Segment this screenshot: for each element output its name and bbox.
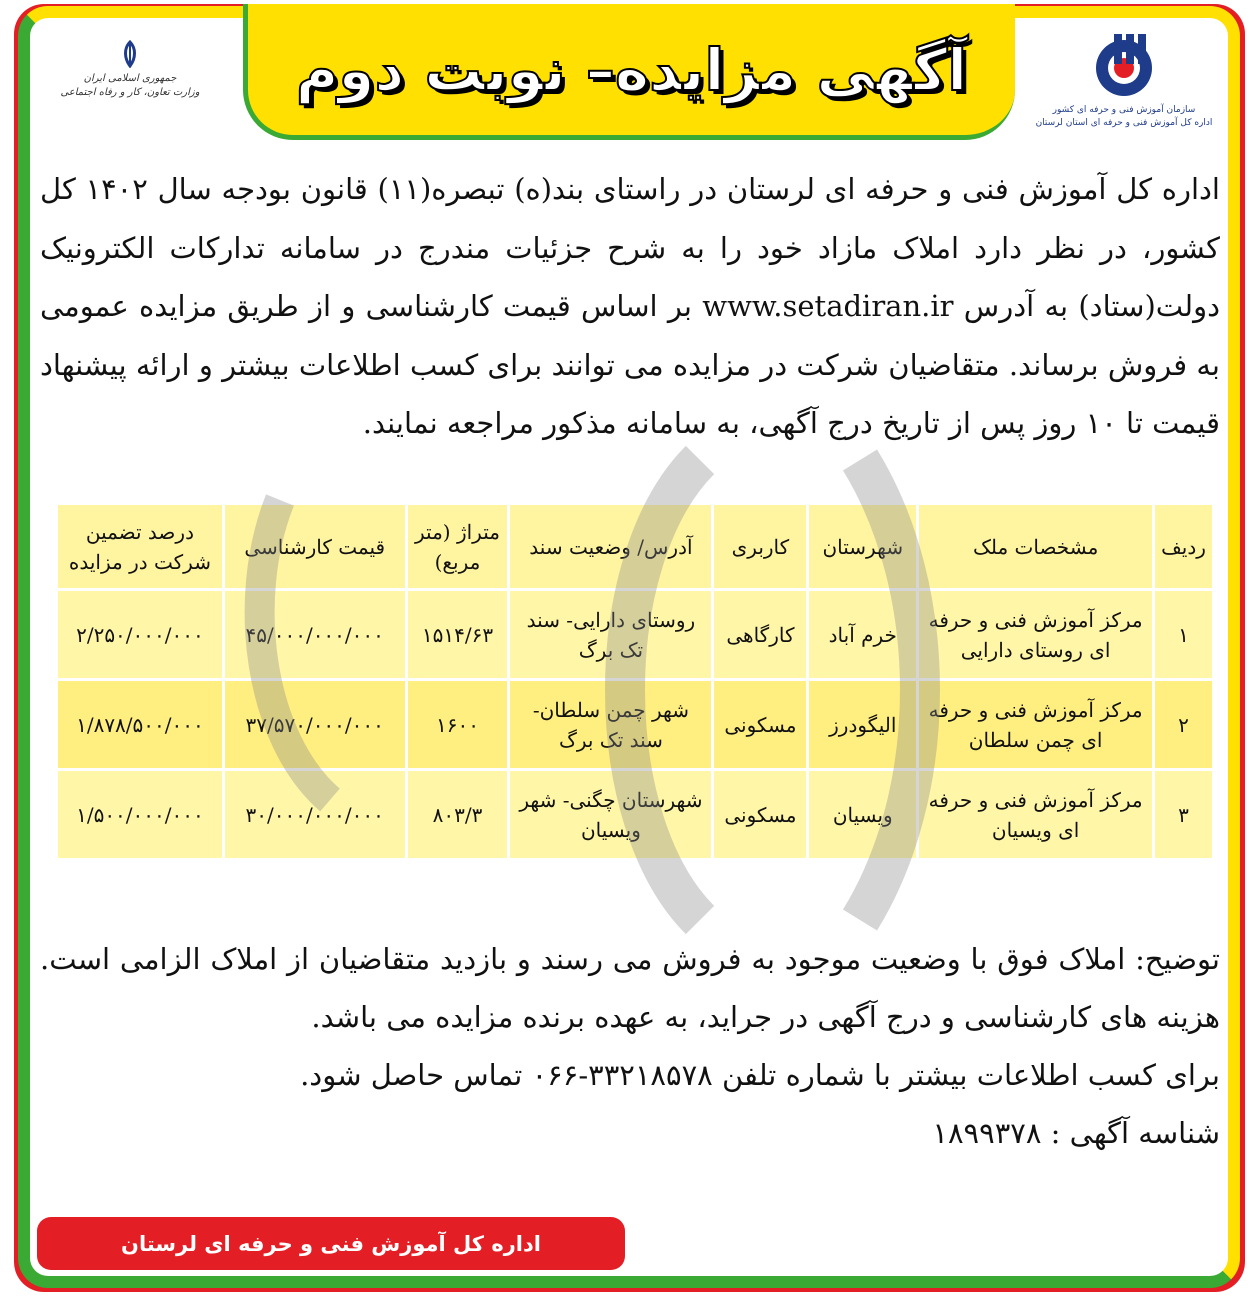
- cell: ویسیان: [808, 770, 918, 860]
- ad-title: آگهی مزایده– نوبت دوم: [295, 35, 968, 104]
- cell: خرم آباد: [808, 590, 918, 680]
- note-line: توضیح: املاک فوق با وضعیت موجود به فروش می رسند و بازدید متقاضیان از املاک الزامی است.: [40, 942, 1220, 976]
- tvto-logo: [1034, 30, 1214, 140]
- cell: الیگودرز: [808, 680, 918, 770]
- properties-table: [55, 502, 1215, 861]
- col-header: شهرستان: [808, 504, 918, 590]
- col-header: ردیف: [1154, 504, 1214, 590]
- note-line: هزینه های کارشناسی و درج آگهی در جراید، به عهده برنده مزایده می باشد.: [311, 1000, 1220, 1034]
- col-header: قیمت کارشناسی: [223, 504, 406, 590]
- table-row: [57, 770, 1214, 860]
- col-header: کاربری: [713, 504, 808, 590]
- table-row: [57, 680, 1214, 770]
- cell: ۳: [1154, 770, 1214, 860]
- intro-paragraph: اداره کل آموزش فنی و حرفه ای لرستان در راستای بند(ه) تبصره(۱۱) قانون بودجه سال ۱۴۰۲ کل کشور، در نظر دارد املاک مازاد خود را به شرح جزئیات مندرج در سامانه تدارکات الکترونیک دولت(ستاد) به آدرس www.setadiran.ir بر اساس قیمت کارشناسی و از طریق مزایده عمومی به فروش برساند. متقاضیان شرکت در مزایده می توانند برای کسب اطلاعات بیشتر و ارائه پیشنهاد قیمت تا ۱۰ روز پس از تاریخ درج آگهی، به سامانه مذکور مراجعه نمایند.: [40, 172, 1220, 440]
- cell: ۳۷/۵۷۰/۰۰۰/۰۰۰: [223, 680, 406, 770]
- iran-emblem-icon: [118, 40, 142, 68]
- logo-right-line2: اداره کل آموزش فنی و حرفه ای استان لرستان: [1035, 118, 1213, 128]
- cell: کارگاهی: [713, 590, 808, 680]
- cell: شهرستان چگنی- شهر ویسیان: [509, 770, 713, 860]
- cell: مرکز آموزش فنی و حرفه ای چمن سلطان: [918, 680, 1154, 770]
- cell: ۱۵۱۴/۶۳: [406, 590, 509, 680]
- table-row: [57, 590, 1214, 680]
- cell: روستای دارایی- سند تک برگ: [509, 590, 713, 680]
- note-line: برای کسب اطلاعات بیشتر با شماره تلفن ۳۳۲۱۸۵۷۸-۰۶۶ تماس حاصل شود.: [300, 1058, 1220, 1092]
- cell: ۴۵/۰۰۰/۰۰۰/۰۰۰: [223, 590, 406, 680]
- logo-left-line2: وزارت تعاون، کار و رفاه اجتماعی: [60, 87, 200, 98]
- logo-right-line1: سازمان آموزش فنی و حرفه ای کشور: [1052, 105, 1196, 115]
- cell: مرکز آموزش فنی و حرفه ای روستای دارایی: [918, 590, 1154, 680]
- cell: شهر چمن سلطان- سند تک برگ: [509, 680, 713, 770]
- cell: مسکونی: [713, 680, 808, 770]
- table-header-row: [57, 504, 1214, 590]
- title-banner: [243, 4, 1015, 140]
- cell: ۸۰۳/۳: [406, 770, 509, 860]
- col-header: آدرس/ وضعیت سند: [509, 504, 713, 590]
- col-header: مشخصات ملک: [918, 504, 1154, 590]
- cell: ۱۶۰۰: [406, 680, 509, 770]
- col-header: درصد تضمین شرکت در مزایده: [57, 504, 224, 590]
- cell: ۱/۸۷۸/۵۰۰/۰۰۰: [57, 680, 224, 770]
- cell: ۳۰/۰۰۰/۰۰۰/۰۰۰: [223, 770, 406, 860]
- cell: ۲: [1154, 680, 1214, 770]
- cell: ۲/۲۵۰/۰۰۰/۰۰۰: [57, 590, 224, 680]
- tvto-emblem-icon: [1084, 30, 1164, 100]
- cell: مسکونی: [713, 770, 808, 860]
- footer-banner: اداره کل آموزش فنی و حرفه ای لرستان: [37, 1217, 625, 1270]
- cell: ۱: [1154, 590, 1214, 680]
- col-header: متراژ (متر مربع): [406, 504, 509, 590]
- ad-id: شناسه آگهی : ۱۸۹۹۳۷۸: [932, 1116, 1220, 1150]
- notes-section: [40, 930, 1220, 1162]
- cell: مرکز آموزش فنی و حرفه ای ویسیان: [918, 770, 1154, 860]
- cell: ۱/۵۰۰/۰۰۰/۰۰۰: [57, 770, 224, 860]
- logo-left-line1: جمهوری اسلامی ایران: [83, 73, 177, 84]
- ministry-logo: [45, 40, 215, 130]
